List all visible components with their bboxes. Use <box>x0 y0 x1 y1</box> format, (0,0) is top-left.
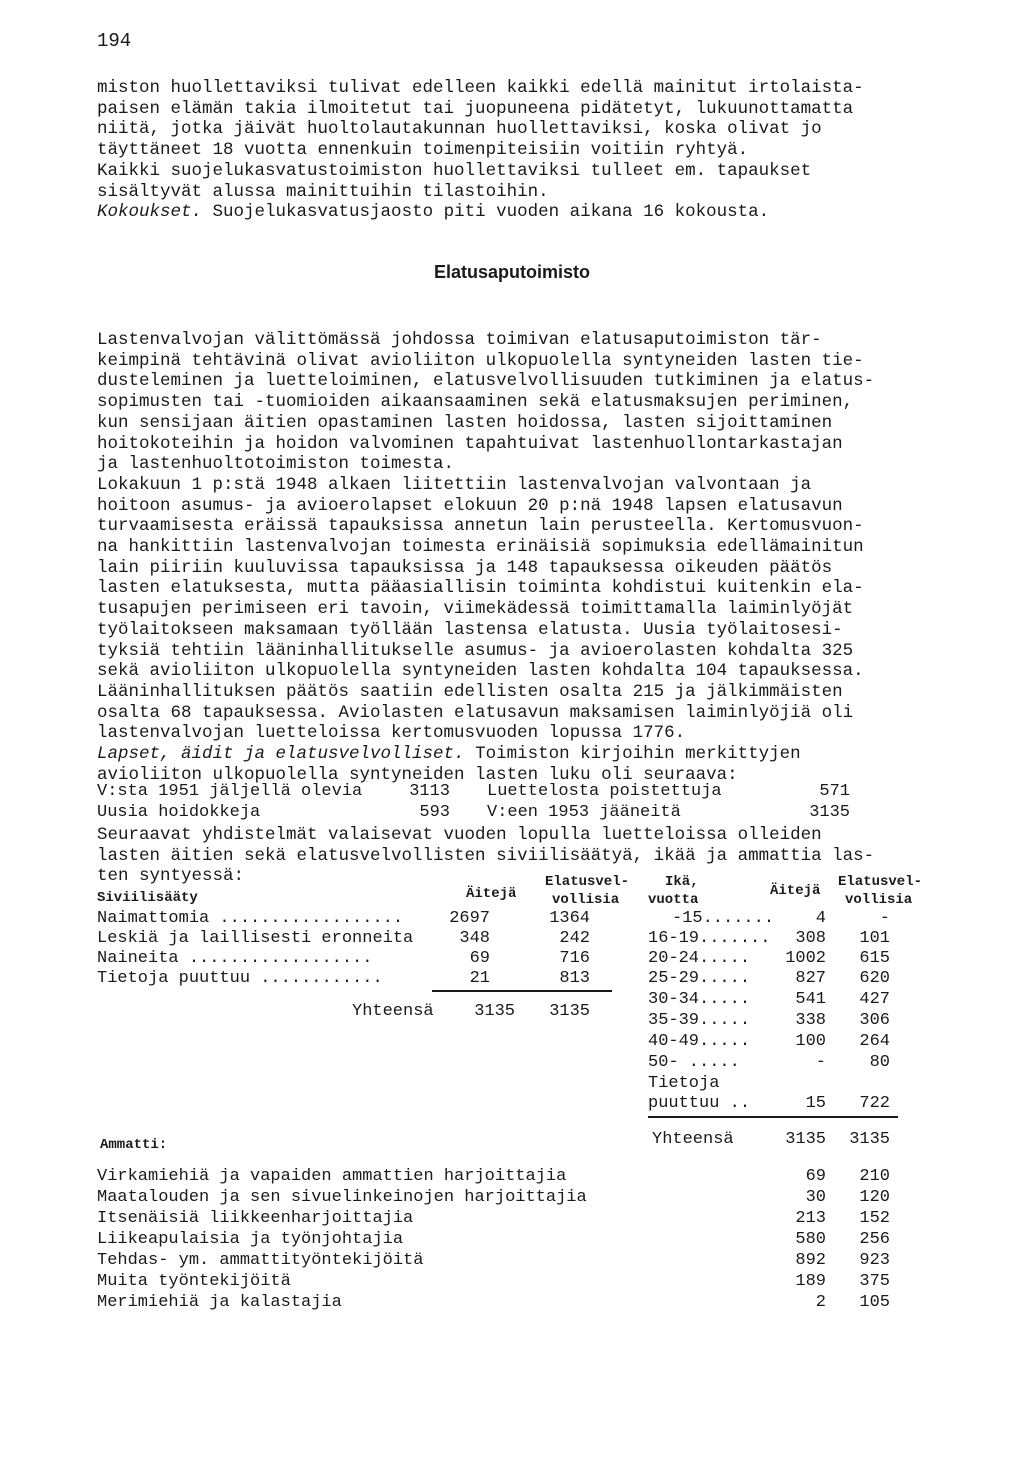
civil-total-aiteja: 3135 <box>474 1002 515 1021</box>
leader-dots: ............ <box>250 969 383 988</box>
total-rule <box>648 1116 898 1118</box>
age-elatus: 615 <box>859 949 890 968</box>
age-row-label: 50- ..... <box>648 1053 740 1072</box>
count-label: V:sta 1951 jäljellä olevia <box>97 782 363 801</box>
age-col-elatus: Elatusvel- <box>838 874 923 890</box>
age-row-label: 35-39..... <box>648 1011 751 1030</box>
text-line: lasten äitien sekä elatusvelvollisten siviilisäätyä, ikää ja ammattia las- <box>97 845 875 866</box>
civil-header-label: Siviilisääty <box>97 890 198 906</box>
age-elatus: 620 <box>859 969 890 988</box>
civil-elatus: 242 <box>559 929 590 948</box>
occupation-elatus: 923 <box>859 1251 890 1270</box>
count-label: Luettelosta poistettuja <box>487 782 722 801</box>
age-col-ika: vuotta <box>648 892 699 908</box>
text-line: dusteleminen ja luetteloiminen, elatusvelvollisuuden tutkiminen ja elatus- <box>97 371 875 392</box>
kokoukset-text: Suojelukasvatusjaosto piti vuoden aikana 16 kokousta. <box>202 202 770 223</box>
text-line: Kaikki suojelukasvatustoimiston huollettaviksi tulleet em. tapaukset <box>97 160 812 181</box>
text-line: keimpinä tehtävinä olivat avioliiton ulkopuolella syntyneiden lasten tie- <box>97 350 864 371</box>
age-row-label: 25-29..... <box>648 969 751 988</box>
age-col-aiteja: Äitejä <box>770 883 821 899</box>
text-line: Lastenvalvojan välittömässä johdossa toimivan elatusaputoimiston tär- <box>97 330 822 350</box>
text-line: sopimusten tai -tuomioiden aikaansaaminen sekä elatusmaksujen periminen, <box>97 392 854 413</box>
age-total-label: Yhteensä <box>652 1130 734 1149</box>
occupation-elatus: 375 <box>859 1272 890 1291</box>
text-line: lain piiriin kuuluvissa tapauksissa ja 148 tapauksessa oikeuden päätös <box>97 557 833 578</box>
age-missing-label: Tietoja <box>648 1074 720 1093</box>
text-line: hoitokoteihin ja hoidon valvominen tapahtuivat lastenhuollontarkastajan <box>97 433 843 454</box>
age-aiteja: 308 <box>795 929 826 948</box>
total-rule <box>432 990 612 992</box>
civil-aiteja: 2697 <box>449 909 490 928</box>
age-row-label: 20-24..... <box>648 949 751 968</box>
civil-elatus: 716 <box>559 949 590 968</box>
occupation-elatus: 256 <box>859 1230 890 1249</box>
civil-aiteja: 21 <box>469 969 490 988</box>
civil-row-label <box>97 969 383 989</box>
civil-label-text: Tietoja puuttuu <box>97 969 251 988</box>
text-line: ten syntyessä: <box>97 866 245 887</box>
leader-dots: .................. <box>178 949 373 968</box>
text-line: sisältyvät alussa mainittuihin tilastoihin. <box>97 181 549 202</box>
count-value: 3113 <box>409 782 450 801</box>
civil-aiteja: 348 <box>459 929 490 948</box>
age-aiteja: 338 <box>795 1011 826 1030</box>
age-aiteja: 827 <box>795 969 826 988</box>
age-missing-label: puuttuu .. <box>648 1094 751 1113</box>
occupation-elatus: 120 <box>859 1188 890 1207</box>
occupation-aiteja: 213 <box>795 1209 826 1228</box>
text-line: Lokakuun 1 p:stä 1948 alkaen liitettiin lastenvalvojan valvontaan ja <box>97 474 812 495</box>
age-total-aiteja: 3135 <box>785 1130 826 1149</box>
age-col-ika: Ikä, <box>665 874 699 890</box>
text-line: tyksiä tehtiin lääninhallitukselle asumus- ja avioerolasten kohdalta 325 <box>97 640 854 661</box>
age-aiteja: - <box>815 1053 826 1072</box>
civil-col-aiteja: Äitejä <box>466 886 517 902</box>
age-elatus: - <box>879 909 890 928</box>
text-line: lastenvalvojan luetteloissa kertomusvuoden lopussa 1776. <box>97 723 686 744</box>
age-row-label: -15....... <box>672 909 775 928</box>
text-line <box>97 202 967 223</box>
civil-col-elatus: Elatusvel- <box>545 874 630 890</box>
occupation-label: Muita työntekijöitä <box>97 1272 291 1291</box>
civil-aiteja: 69 <box>469 949 490 968</box>
kokoukset-label: Kokoukset. <box>97 202 203 223</box>
age-elatus: 264 <box>859 1032 890 1051</box>
occupation-elatus: 105 <box>859 1293 890 1312</box>
age-elatus: 427 <box>859 990 890 1009</box>
civil-row-label <box>97 949 372 969</box>
text-line: miston huollettaviksi tulivat edelleen kaikki edellä mainitut irtolaista- <box>97 78 864 98</box>
text-line: sekä avioliiton ulkopuolella syntyneiden lasten kohdalta 104 tapauksessa. <box>97 661 864 682</box>
text-line: na hankittiin lastenvalvojan toimesta erinäisiä sopimuksia edellämainitun <box>97 537 864 558</box>
leader-dots: .................. <box>209 909 404 928</box>
occupation-aiteja: 892 <box>795 1251 826 1270</box>
age-aiteja: 4 <box>815 909 826 928</box>
civil-row-label <box>97 929 413 949</box>
civil-total-label: Yhteensä <box>352 1002 434 1021</box>
age-row-label: 30-34..... <box>648 990 751 1009</box>
occupation-label: Tehdas- ym. ammattityöntekijöitä <box>97 1251 424 1270</box>
occupation-label: Itsenäisiä liikkeenharjoittajia <box>97 1209 414 1228</box>
civil-row-label <box>97 909 403 929</box>
civil-label-text: Naimattomia <box>97 909 210 928</box>
occupation-elatus: 152 <box>859 1209 890 1228</box>
text-line: avioliiton ulkopuolella syntyneiden lasten luku oli seuraava: <box>97 764 738 785</box>
occupation-aiteja: 69 <box>805 1167 826 1186</box>
text-line: työlaitokseen maksamaan työllään lastensa elatusta. Uusia työlaitosesi- <box>97 619 843 640</box>
age-aiteja: 1002 <box>785 949 826 968</box>
text-line: Seuraavat yhdistelmät valaisevat vuoden lopulla luetteloissa olleiden <box>97 825 822 845</box>
age-total-elatus: 3135 <box>849 1130 890 1149</box>
text-line <box>97 744 967 765</box>
lapset-label: Lapset, äidit ja elatusvelvolliset. <box>97 744 465 765</box>
occupation-label: Virkamiehiä ja vapaiden ammattien harjoittajia <box>97 1167 567 1186</box>
summary-paragraph <box>97 825 967 887</box>
count-value: 593 <box>419 803 450 822</box>
civil-elatus: 813 <box>559 969 590 988</box>
count-value: 571 <box>819 782 850 801</box>
text-line: tusapujen perimiseen eri tavoin, viimekädessä toimittamalla laiminlyöjät <box>97 599 854 620</box>
age-aiteja: 15 <box>805 1094 826 1113</box>
occupation-aiteja: 580 <box>795 1230 826 1249</box>
age-row-label: 16-19....... <box>648 929 771 948</box>
age-elatus: 722 <box>859 1094 890 1113</box>
count-label: V:een 1953 jääneitä <box>487 803 681 822</box>
occupation-label: Maatalouden ja sen sivuelinkeinojen harjoittajia <box>97 1188 587 1207</box>
occupation-aiteja: 189 <box>795 1272 826 1291</box>
age-col-elatus: vollisia <box>845 892 913 908</box>
text-line: niitä, jotka jäivät huoltolautakunnan huollettaviksi, koska olivat jo <box>97 119 822 140</box>
civil-elatus: 1364 <box>549 909 590 928</box>
age-aiteja: 541 <box>795 990 826 1009</box>
text-line: osalta 68 tapauksessa. Aviolasten elatusavun maksamisen laiminlyöjiä oli <box>97 702 854 723</box>
civil-label-text: Leskiä ja laillisesti eronneita <box>97 929 414 948</box>
occupation-aiteja: 30 <box>805 1188 826 1207</box>
text-line: Lääninhallituksen päätös saatiin edellisten osalta 215 ja jälkimmäisten <box>97 681 843 702</box>
civil-total-elatus: 3135 <box>549 1002 590 1021</box>
body-paragraph <box>97 330 967 785</box>
count-label: Uusia hoidokkeja <box>97 803 261 822</box>
occupation-elatus: 210 <box>859 1167 890 1186</box>
occupation-label: Liikeapulaisia ja työnjohtajia <box>97 1230 404 1249</box>
text-line: turvaamisesta eräissä tapauksissa annetun lain perusteella. Kertomusvuon- <box>97 516 864 537</box>
age-aiteja: 100 <box>795 1032 826 1051</box>
occupation-header-label: Ammatti: <box>100 1137 168 1153</box>
age-elatus: 101 <box>859 929 890 948</box>
text-line: lasten elatuksesta, mutta pääasiallisin toiminta kohdistui kuitenkin ela- <box>97 578 864 599</box>
text-line: täyttäneet 18 vuotta ennenkuin toimenpiteisiin voitiin ryhtyä. <box>97 140 749 161</box>
count-value: 3135 <box>809 803 850 822</box>
section-heading: Elatusaputoimisto <box>433 262 590 282</box>
text-line: hoitoon asumus- ja avioerolapset elokuun 20 p:nä 1948 lapsen elatusavun <box>97 495 843 516</box>
civil-col-elatus: vollisia <box>552 892 620 908</box>
text-line: ja lastenhuoltotoimiston toimesta. <box>97 454 455 475</box>
age-elatus: 306 <box>859 1011 890 1030</box>
lapset-text: Toimiston kirjoihin merkittyjen <box>464 744 801 765</box>
occupation-label: Merimiehiä ja kalastajia <box>97 1293 342 1312</box>
intro-paragraph <box>97 78 967 223</box>
text-line: kun sensijaan äitien opastaminen lasten hoidossa, lasten sijoittaminen <box>97 412 833 433</box>
text-line: paisen elämän takia ilmoitetut tai juopuneena pidätetyt, lukuunottamatta <box>97 98 854 119</box>
occupation-aiteja: 2 <box>815 1293 826 1312</box>
age-row-label: 40-49..... <box>648 1032 751 1051</box>
page-number: 194 <box>97 30 132 52</box>
civil-label-text: Naineita <box>97 949 179 968</box>
age-elatus: 80 <box>869 1053 890 1072</box>
